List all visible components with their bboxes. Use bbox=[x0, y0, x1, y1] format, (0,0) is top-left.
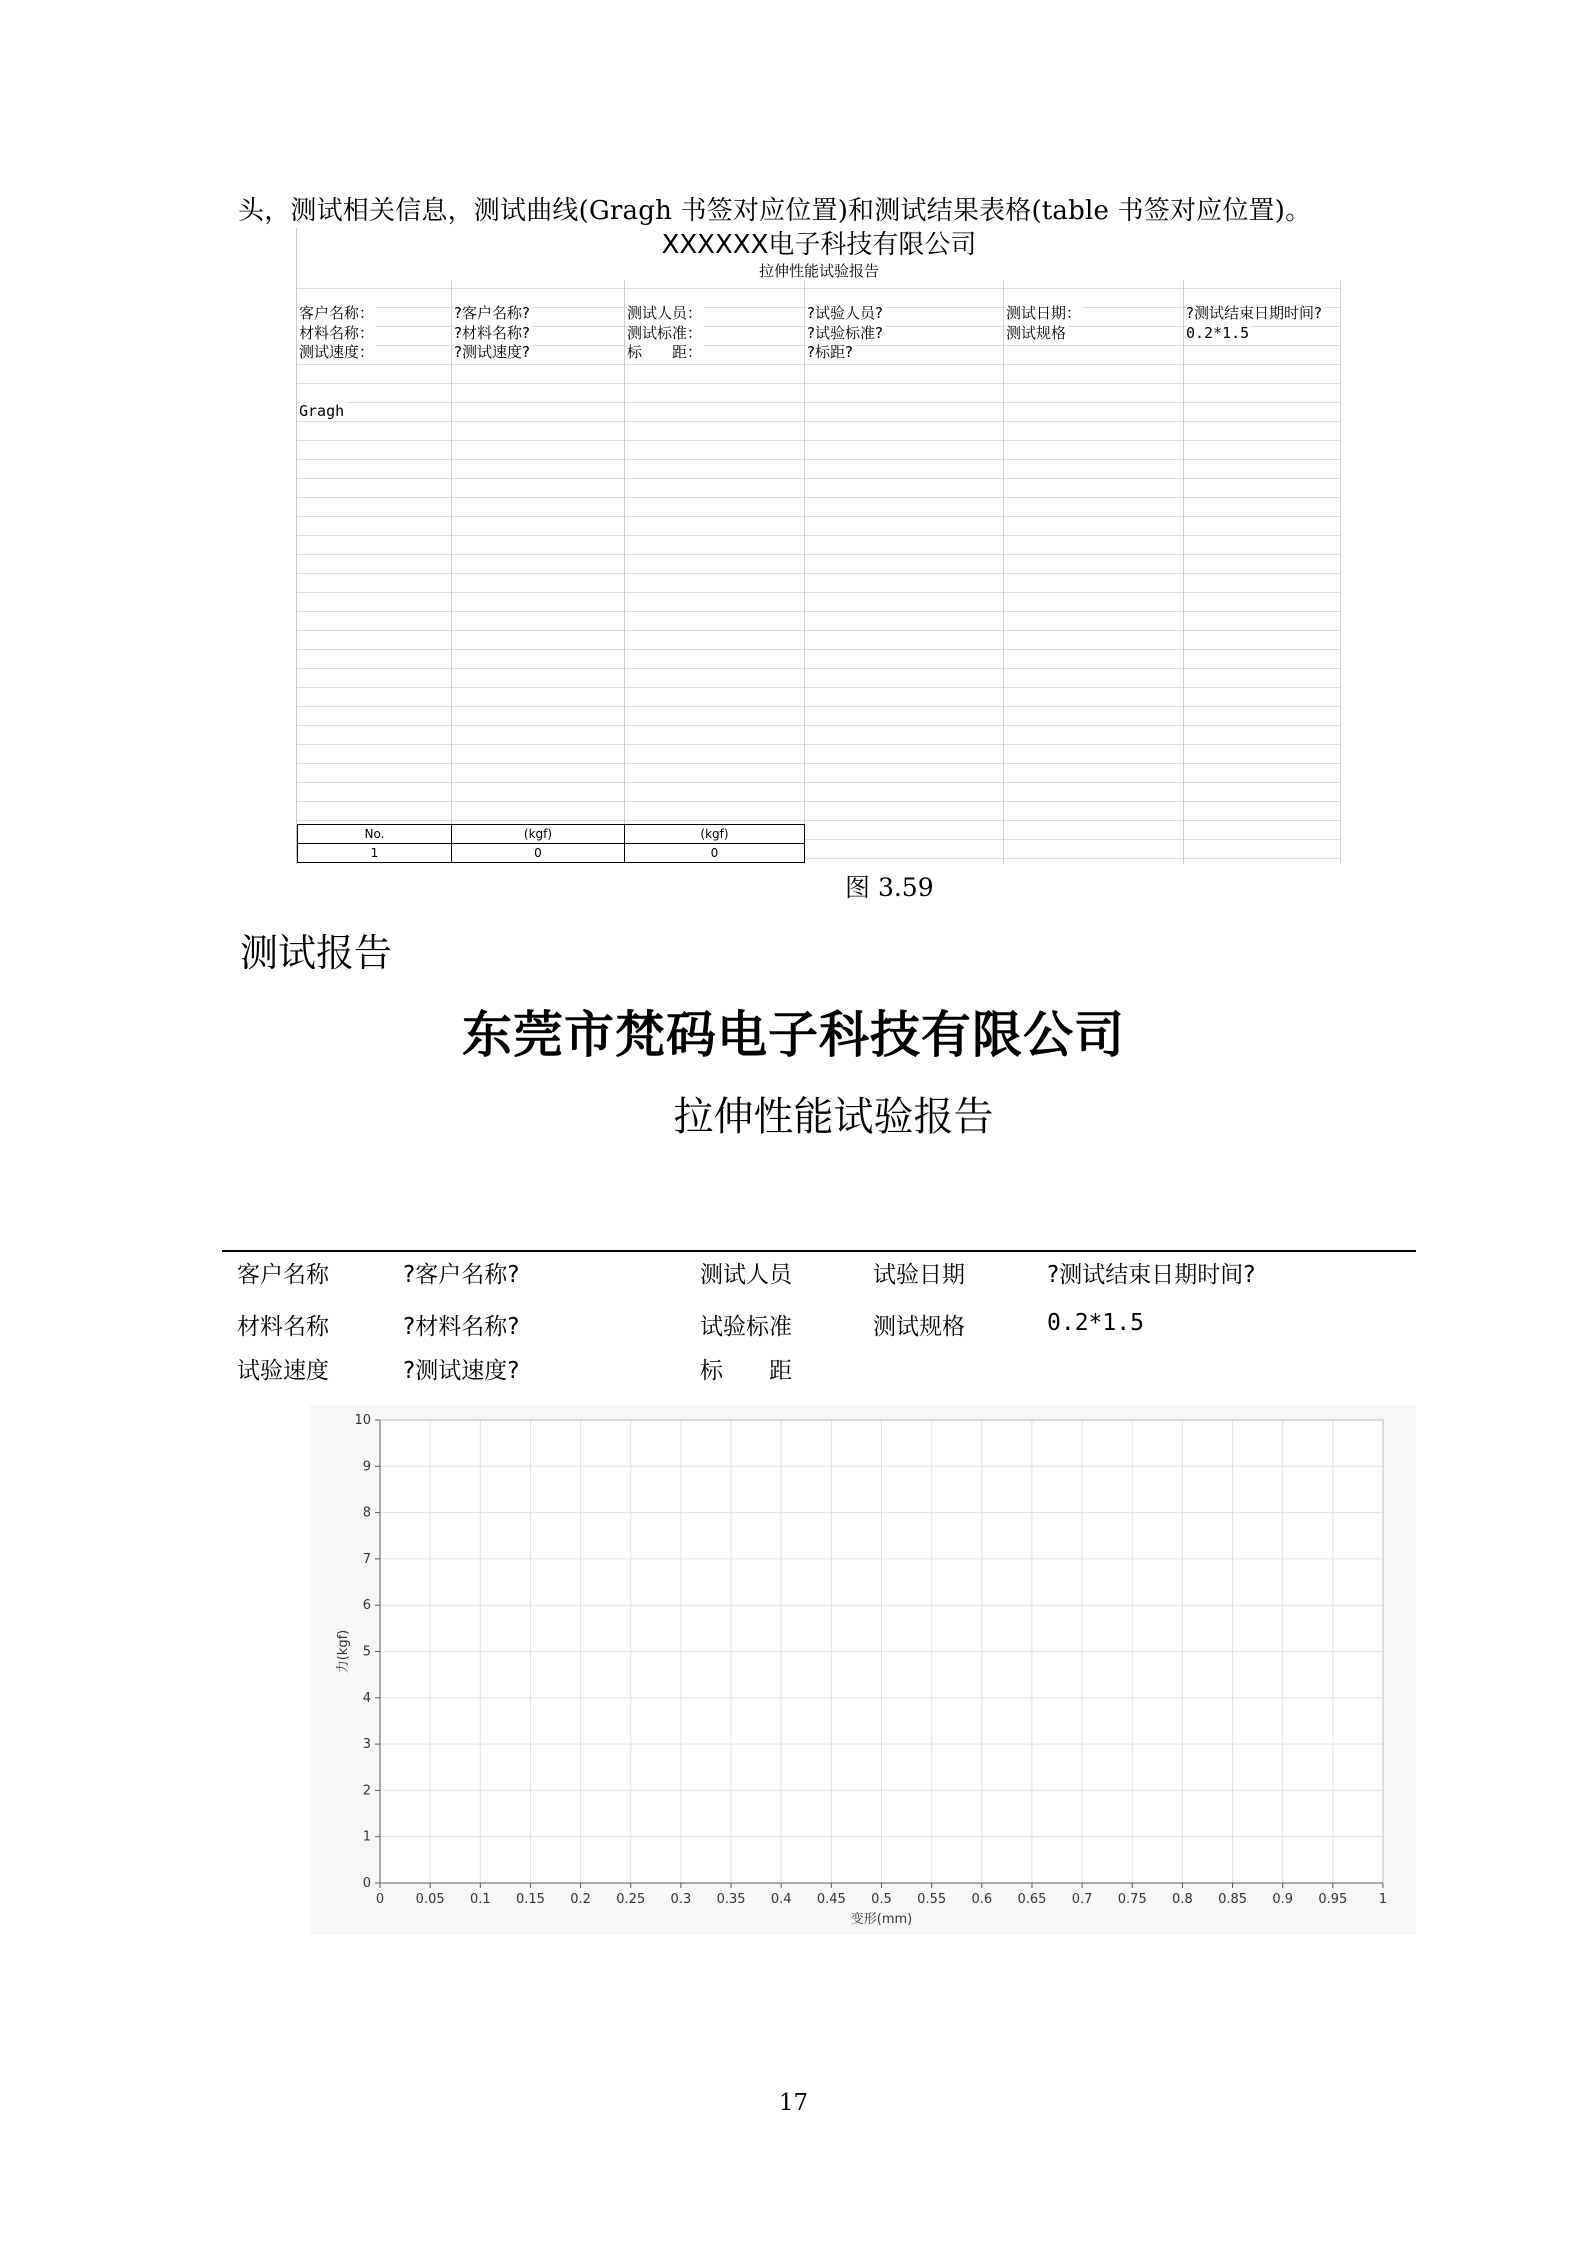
x-tick-label: 0.75 bbox=[1117, 1892, 1147, 1907]
info-label-standard: 试验标准 bbox=[700, 1314, 792, 1340]
sheet-value-spec: 0.2*1.5 bbox=[1186, 324, 1250, 342]
sheet-result-table bbox=[297, 824, 805, 863]
x-tick-label: 0.45 bbox=[816, 1892, 846, 1907]
x-tick-label: 0.15 bbox=[515, 1892, 545, 1907]
x-tick-label: 0.25 bbox=[616, 1892, 646, 1907]
x-tick-label: 0.95 bbox=[1318, 1892, 1348, 1907]
y-tick-label: 2 bbox=[362, 1783, 371, 1799]
y-tick-label: 5 bbox=[362, 1644, 371, 1660]
info-label-speed: 试验速度 bbox=[237, 1358, 329, 1384]
x-tick-label: 0.5 bbox=[871, 1892, 892, 1907]
report-title: 拉伸性能试验报告 bbox=[673, 1094, 994, 1140]
spreadsheet-screenshot bbox=[296, 228, 1341, 864]
x-tick-label: 0.65 bbox=[1017, 1892, 1047, 1907]
table-cell-no: 1 bbox=[298, 844, 452, 863]
chart-svg bbox=[310, 1405, 1416, 1935]
x-tick-label: 0.3 bbox=[670, 1892, 692, 1907]
table-header-no: No. bbox=[298, 825, 452, 844]
figure-caption: 图 3.59 bbox=[845, 873, 934, 902]
sheet-value-date: ?测试结束日期时间? bbox=[1186, 304, 1322, 322]
sheet-value-speed: ?测试速度? bbox=[454, 343, 530, 361]
info-value-spec: 0.2*1.5 bbox=[1047, 1310, 1144, 1336]
y-tick-label: 6 bbox=[362, 1598, 371, 1614]
intro-paragraph: 头，测试相关信息，测试曲线(Gragh 书签对应位置)和测试结果表格(table 书签对应位置)。 bbox=[238, 196, 1312, 226]
x-axis-label: 变形(mm) bbox=[850, 1912, 913, 1927]
sheet-value-material: ?材料名称? bbox=[454, 324, 530, 342]
x-tick-label: 0.1 bbox=[469, 1892, 491, 1907]
info-label-tester: 测试人员 bbox=[700, 1262, 792, 1288]
y-tick-label: 9 bbox=[362, 1459, 371, 1475]
y-tick-label: 8 bbox=[362, 1505, 371, 1521]
x-tick-label: 0.2 bbox=[570, 1892, 591, 1907]
sheet-label-standard: 测试标准： bbox=[627, 324, 703, 342]
sheet-label-spec: 测试规格 bbox=[1006, 324, 1067, 342]
y-tick-label: 10 bbox=[354, 1413, 371, 1428]
header-divider bbox=[222, 1250, 1416, 1252]
y-tick-labels bbox=[354, 1413, 371, 1891]
y-tick-label: 7 bbox=[362, 1551, 371, 1567]
sheet-value-gauge: ?标距? bbox=[807, 343, 853, 361]
x-tick-label: 0.35 bbox=[716, 1892, 746, 1907]
sheet-label-date: 测试日期： bbox=[1006, 304, 1082, 322]
y-tick-label: 0 bbox=[362, 1876, 371, 1891]
x-tick-label: 0.9 bbox=[1272, 1892, 1294, 1907]
table-cell-force2: 0 bbox=[625, 844, 805, 863]
info-label-gauge: 标 距 bbox=[700, 1358, 792, 1384]
force-deformation-chart bbox=[310, 1405, 1416, 1935]
x-tick-label: 0.05 bbox=[415, 1892, 445, 1907]
sheet-value-standard: ?试验标准? bbox=[807, 324, 883, 342]
info-label-spec: 测试规格 bbox=[873, 1314, 965, 1340]
x-tick-labels bbox=[376, 1892, 1387, 1907]
info-label-material: 材料名称 bbox=[237, 1314, 329, 1340]
x-tick-label: 0.8 bbox=[1172, 1892, 1193, 1907]
info-value-material: ?材料名称? bbox=[403, 1314, 520, 1340]
table-header-force1: (kgf) bbox=[452, 825, 625, 844]
sheet-label-customer: 客户名称： bbox=[299, 304, 375, 322]
company-name: 东莞市梵码电子科技有限公司 bbox=[462, 1005, 1125, 1064]
info-value-customer: ?客户名称? bbox=[403, 1262, 520, 1288]
sheet-gragh-label: Gragh bbox=[299, 402, 345, 420]
section-title: 测试报告 bbox=[240, 931, 393, 975]
sheet-label-speed: 测试速度： bbox=[299, 343, 375, 361]
info-label-date: 试验日期 bbox=[873, 1262, 965, 1288]
y-tick-label: 4 bbox=[362, 1690, 371, 1706]
y-tick-label: 3 bbox=[362, 1737, 371, 1753]
page-number: 17 bbox=[778, 2090, 809, 2116]
table-cell-force1: 0 bbox=[452, 844, 625, 863]
info-label-customer: 客户名称 bbox=[237, 1262, 329, 1288]
sheet-company-title: XXXXXX电子科技有限公司 bbox=[661, 230, 977, 260]
y-tick-label: 1 bbox=[362, 1829, 371, 1845]
sheet-label-gauge: 标 距： bbox=[627, 343, 703, 361]
chart-grid bbox=[380, 1420, 1383, 1883]
sheet-report-subtitle: 拉伸性能试验报告 bbox=[297, 262, 1341, 280]
sheet-value-tester: ?试验人员? bbox=[807, 304, 883, 322]
x-tick-label: 0.6 bbox=[971, 1892, 993, 1907]
x-tick-label: 0.55 bbox=[917, 1892, 947, 1907]
x-tick-label: 0.7 bbox=[1071, 1892, 1093, 1907]
sheet-label-material: 材料名称： bbox=[299, 324, 375, 342]
x-tick-label: 0.85 bbox=[1218, 1892, 1248, 1907]
info-value-date: ?测试结束日期时间? bbox=[1047, 1262, 1256, 1288]
y-axis-label: 力(kgf) bbox=[336, 1629, 351, 1674]
x-tick-label: 0 bbox=[375, 1892, 385, 1907]
x-tick-label: 0.4 bbox=[770, 1892, 792, 1907]
info-value-speed: ?测试速度? bbox=[403, 1358, 520, 1384]
sheet-label-tester: 测试人员： bbox=[627, 304, 703, 322]
sheet-value-customer: ?客户名称? bbox=[454, 304, 530, 322]
x-tick-label: 1 bbox=[1378, 1892, 1388, 1907]
table-header-force2: (kgf) bbox=[625, 825, 805, 844]
